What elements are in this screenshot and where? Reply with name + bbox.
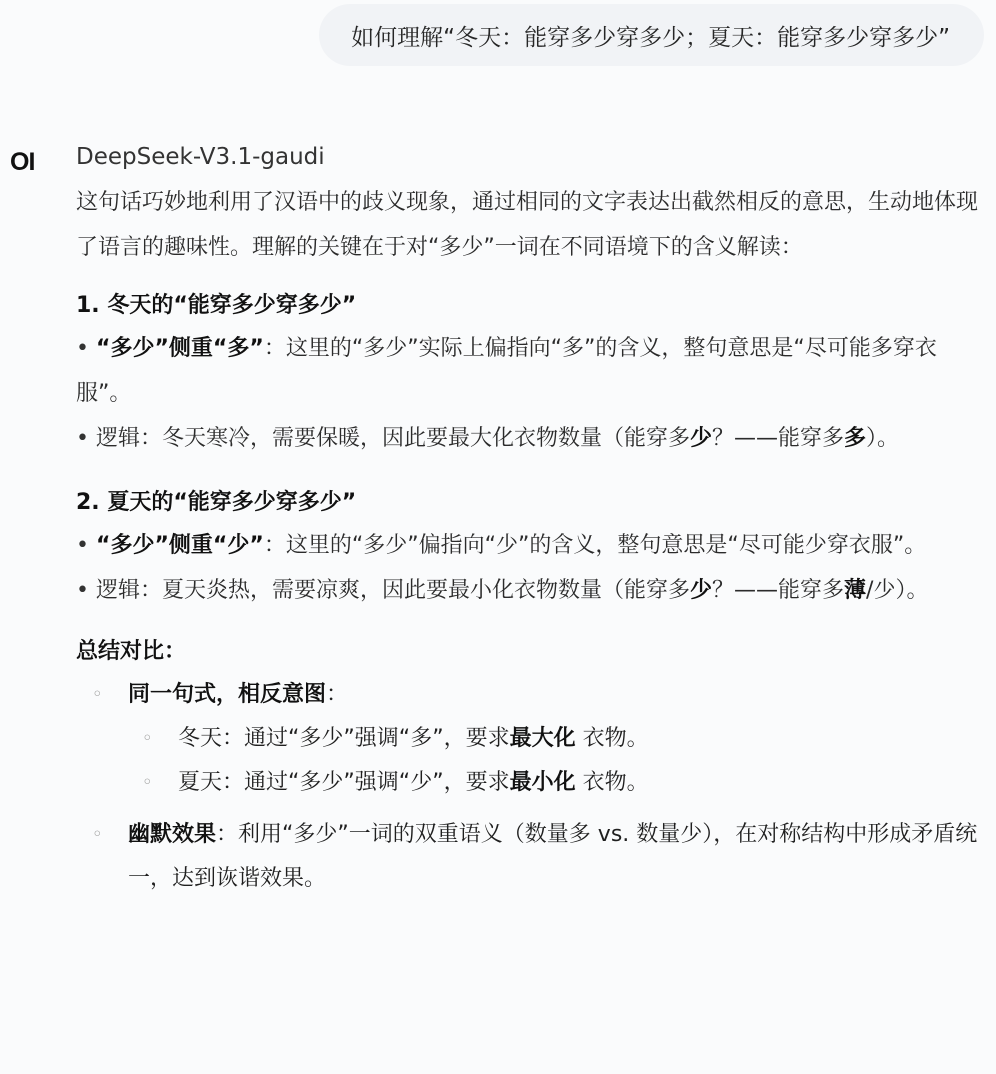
summary-humor-text: ：利用“多少”一词的双重语义（数量多 vs. 数量少），在对称结构中形成矛盾统一，达到诙谐效果。	[128, 822, 978, 891]
bullet-circle-icon: ◦	[142, 772, 153, 793]
summary-winter-line	[76, 717, 986, 761]
winter-logic-text-3: ）。	[866, 426, 900, 451]
bullet-dot: •	[76, 426, 96, 451]
summer-logic-text-3: /少）。	[866, 578, 929, 603]
summary-item-structure-tail: ：	[326, 682, 349, 707]
section-summer-title: 2. 夏天的“能穿多少穿多少”	[76, 490, 357, 515]
winter-bullet-2	[76, 416, 986, 461]
winter-explanation: ：这里的“多少”实际上偏指向“多”的含义，整句意思是“尽可能多穿衣服”。	[76, 336, 937, 406]
summary-summer-post: 衣物。	[582, 770, 649, 795]
user-message-bubble	[319, 4, 984, 66]
summer-explanation: ：这里的“多少”偏指向“少”的含义，整句意思是“尽可能少穿衣服”。	[263, 533, 927, 558]
winter-logic-text: 逻辑：冬天寒冷，需要保暖，因此要最大化衣物数量（能穿多	[95, 426, 690, 451]
summer-logic-text-2: ？——能穿多	[712, 578, 845, 603]
summer-logic-bold-1: 少	[690, 578, 713, 603]
summary-item-structure-bold: 同一句式，相反意图	[128, 682, 327, 707]
summary-title: 总结对比：	[76, 639, 187, 664]
summary-humor-bold: 幽默效果	[128, 822, 217, 847]
bullet-dot: •	[76, 336, 96, 361]
model-name: DeepSeek-V3.1-gaudi	[76, 144, 325, 170]
summer-logic-bold-2: 薄	[844, 578, 867, 603]
bullet-circle-icon: ◦	[92, 824, 103, 845]
summer-emphasis: “多少”侧重“少”	[95, 533, 264, 558]
assistant-avatar: OI	[10, 148, 35, 176]
assistant-answer	[76, 138, 986, 901]
summary-summer-line	[76, 761, 986, 805]
summary-item-structure	[76, 673, 986, 717]
summary-winter-post: 衣物。	[582, 726, 649, 751]
bullet-dot: •	[76, 578, 96, 603]
summer-bullet-1	[76, 523, 986, 568]
summary-winter-bold: 最大化	[509, 726, 576, 751]
summary-summer-text: 夏天：通过“多少”强调“少”，要求	[178, 770, 510, 795]
intro-paragraph: 这句话巧妙地利用了汉语中的歧义现象，通过相同的文字表达出截然相反的意思，生动地体现了语言的趣味性。理解的关键在于对“多少”一词在不同语境下的含义解读：	[76, 190, 979, 260]
summary-summer-bold: 最小化	[509, 770, 576, 795]
summary-item-humor	[76, 813, 986, 901]
summer-bullet-2	[76, 568, 986, 613]
user-question-text: 如何理解“冬天：能穿多少穿多少；夏天：能穿多少穿多少”	[351, 24, 950, 51]
winter-logic-bold-1: 少	[690, 426, 713, 451]
winter-logic-bold-2: 多	[844, 426, 867, 451]
winter-bullet-1	[76, 326, 986, 416]
section-winter-title: 1. 冬天的“能穿多少穿多少”	[76, 293, 357, 318]
winter-emphasis: “多少”侧重“多”	[95, 336, 264, 361]
bullet-circle-icon: ◦	[142, 728, 153, 749]
summer-logic-text: 逻辑：夏天炎热，需要凉爽，因此要最小化衣物数量（能穿多	[95, 578, 690, 603]
bullet-dot: •	[76, 533, 96, 558]
bullet-circle-icon: ◦	[92, 684, 103, 705]
winter-logic-text-2: ？——能穿多	[712, 426, 845, 451]
summary-winter-text: 冬天：通过“多少”强调“多”，要求	[178, 726, 510, 751]
